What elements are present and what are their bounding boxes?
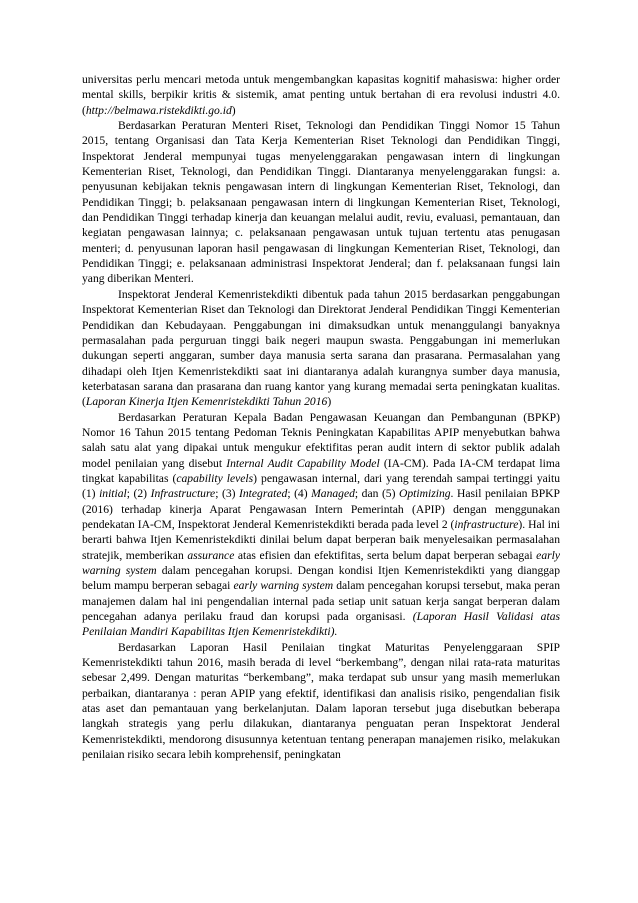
citation: Laporan Kinerja Itjen Kemenristekdikti Tahun 2016: [85, 395, 328, 409]
paragraph-2: Berdasarkan Peraturan Menteri Riset, Teknologi dan Pendidikan Tinggi Nomor 15 Tahun 2015, tentang Organisasi dan Tata Kerja Kementerian Riset Teknologi dan Pendidikan Tinggi, Inspektorat Jenderal mempunyai tugas menyelenggarakan pengawasan intern di lingkungan Kementerian Riset, Teknologi, dan Pendidikan Tinggi. Diantaranya menyelenggarakan fungsi: a. penyusunan kebijakan teknis pengawasan intern di lingkungan Kementerian Riset, Teknologi, dan Pendidikan Tinggi; b. pelaksanaan pengawasan intern di lingkungan Kementerian Riset, Teknologi, dan Pendidikan Tinggi terhadap kinerja dan keuangan melalui audit, reviu, evaluasi, pemantauan, dan kegiatan pengawasan lainnya; c. pelaksanaan pengawasan untuk tujuan tertentu atas penugasan menteri; d. penyusunan laporan hasil pengawasan di lingkungan Kementerian Riset, Teknologi, dan Pendidikan Tinggi; e. pelaksanaan administrasi Inspektorat Jenderal; dan f. pelaksanaan fungsi lain yang diberikan Menteri.: [82, 119, 560, 286]
paragraph-3: Inspektorat Jenderal Kemenristekdikti dibentuk pada tahun 2015 berdasarkan penggabungan Inspektorat Kementerian Riset dan Teknologi dan Direktorat Jenderal Pendidikan Tinggi Kementerian Pendidikan dan Kebudayaan. Penggabungan ini dimaksudkan untuk menanggulangi banyaknya permasalahan pada perguruan tinggi baik negeri maupun swasta. Penggabungan ini memerlukan dukungan seperti anggaran, sumber daya manusia serta sarana dan prasarana. Permasalahan yang dihadapi oleh Itjen Kemenristekdikti saat ini diantaranya adalah kurangnya sumber daya manusia, keterbatasan sarana dan prasarana dan ruang kantor yang kurang memadai serta peningkatan kualitas. (Laporan Kinerja Itjen Kemenristekdikti Tahun 2016): [82, 287, 560, 409]
source-link[interactable]: http://belmawa.ristekdikti.go.id: [85, 103, 232, 117]
document-page: [82, 72, 560, 762]
paragraph-4: Berdasarkan Peraturan Kepala Badan Pengawasan Keuangan dan Pembangunan (BPKP) Nomor 16 Tahun 2015 tentang Pedoman Teknis Peningkatan Kapabilitas APIP menyebutkan bahwa salah satu alat yang dipakai untuk mengukur efektifitas peran audit intern di sektor publik adalah model penilaian yang disebut Internal Audit Capability Model (IA-CM). Pada IA-CM terdapat lima tingkat kapabilitas (capability levels) pengawasan internal, dari yang terendah sampai tertinggi yaitu (1) initial; (2) Infrastructure; (3) Integrated; (4) Managed; dan (5) Optimizing. Hasil penilaian BPKP (2016) terhadap kinerja Aparat Pengawasan Intern Pemerintah (APIP) dengan menggunakan pendekatan IA-CM, Inspektorat Jenderal Kemenristekdikti berada pada level 2 (infrastructure). Hal ini berarti bahwa Itjen Kemenristekdikti dinilai belum dapat berperan baik menyelesaikan permasalahan stratejik, memberikan assurance atas efisien dan efektifitas, serta belum dapat berperan sebagai early warning system dalam pencegahan korupsi. Dengan kondisi Itjen Kemenristekdikti yang dianggap belum mampu berperan sebagai early warning system dalam pencegahan korupsi tersebut, maka peran manajemen dalam hal ini pengendalian internal pada setiap unit satuan kerja sangat berperan dalam pencegahan adanya perilaku fraud dan korupsi pada organisasi. (Laporan Hasil Validasi atas Penilaian Mandiri Kapabilitas Itjen Kemenristekdikti).: [82, 410, 561, 639]
paragraph-1: universitas perlu mencari metoda untuk mengembangkan kapasitas kognitif mahasiswa: higher order mental skills, berpikir kritis & sistemik, amat penting untuk bertahan di era revolusi industri 4.0. (http://belmawa.ristekdikti.go.id): [82, 73, 560, 117]
citation: (Laporan Hasil Validasi atas Penilaian Mandiri Kapabilitas Itjen Kemenristekdikti).: [82, 610, 561, 639]
paragraph-5: Berdasarkan Laporan Hasil Penilaian tingkat Maturitas Penyelenggaraan SPIP Kemenristekdikti tahun 2016, masih berada di level “berkembang”, dengan nilai rata-rata maturitas sebesar 2,499. Dengan maturitas “berkembang”, maka terdapat sub unsur yang masih memerlukan perbaikan, diantaranya : peran APIP yang efektif, identifikasi dan analisis risiko, pengendalian fisik atas aset dan pemantauan yang berkelanjutan. Dalam laporan tersebut juga disebutkan beberapa langkah strategis yang perlu dilakukan, diantaranya penguatan peran Inspektorat Jenderal Kemenristekdikti, mendorong disusunnya ketentuan tentang penerapan manajemen risiko, melakukan penilaian risiko secara lebih komprehensif, peningkatan: [82, 640, 560, 762]
